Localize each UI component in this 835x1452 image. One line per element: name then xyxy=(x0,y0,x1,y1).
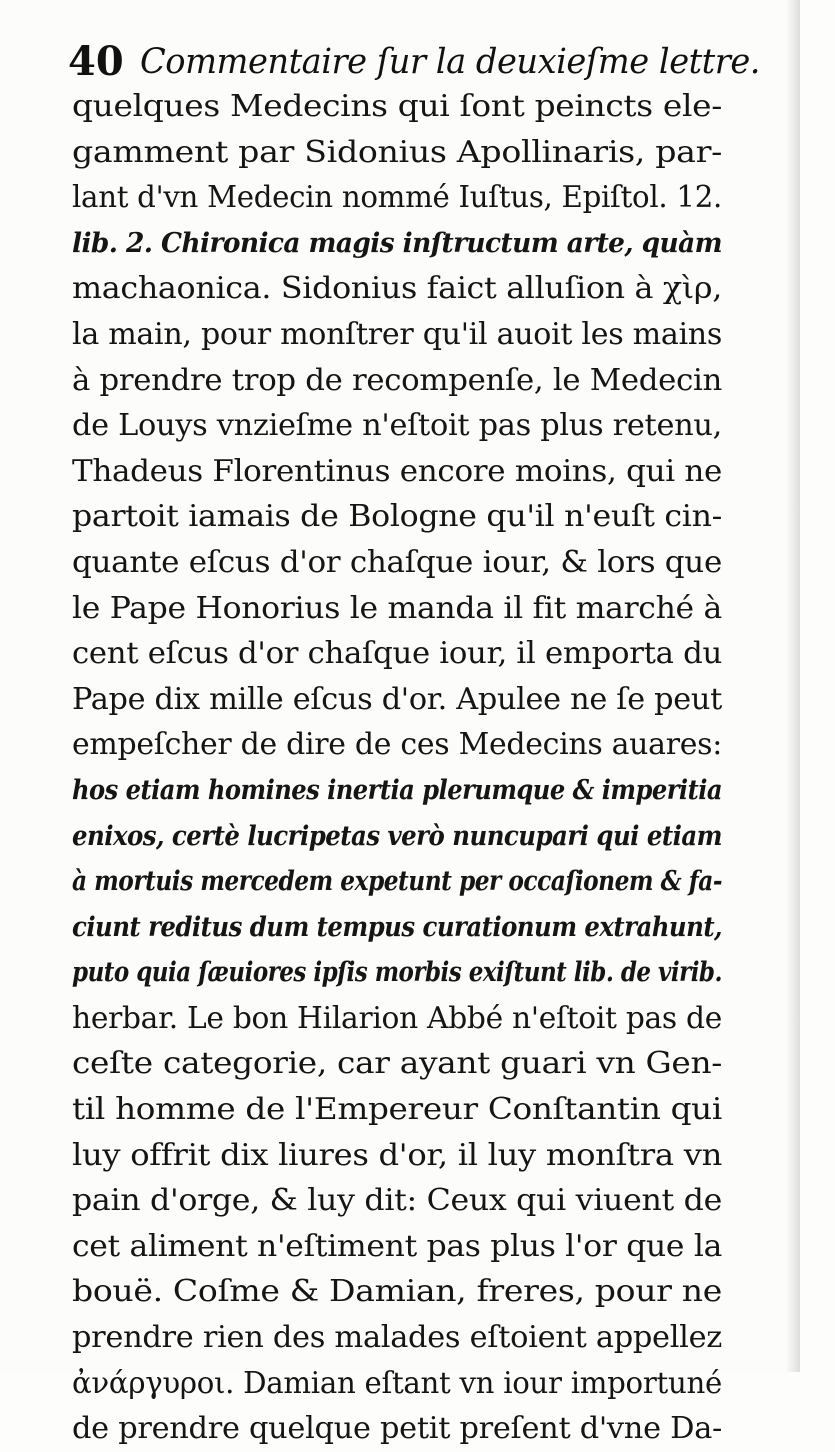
text-line: pain d'orge, & luy dit: Ceux qui viuent de xyxy=(72,1183,722,1219)
text-line: de prendre quelque petit preſent d'vne Da- xyxy=(72,1411,722,1447)
text-line: cent eſcus d'or chaſque iour, il emporta du xyxy=(72,636,722,672)
text-line-italic: à mortuis mercedem expetunt per occaſionem & fa- xyxy=(72,866,722,898)
text-line: de Louys vnzieſme n'eſtoit pas plus retenu, xyxy=(72,408,722,444)
text-line: empeſcher de dire de ces Medecins auares: xyxy=(72,727,722,763)
body-text xyxy=(72,84,722,1452)
text-line: luy offrit dix liures d'or, il luy monſtra vn xyxy=(72,1137,722,1173)
text-line: til homme de l'Empereur Conſtantin qui xyxy=(72,1092,722,1128)
text-line: bouë. Coſme & Damian, freres, pour ne xyxy=(72,1274,723,1310)
text-line: quelques Medecins qui ſont peincts ele- xyxy=(72,89,722,124)
page-number: 40 xyxy=(68,38,124,85)
text-line: cet aliment n'eſtiment pas plus l'or que la xyxy=(72,1228,723,1264)
text-line-italic: enixos, certè lucripetas verò nuncupari qui etiam xyxy=(72,820,722,852)
text-line: Pape dix mille eſcus d'or. Apulee ne ſe peut xyxy=(72,681,722,717)
text-line: à prendre trop de recompenſe, le Medecin xyxy=(72,362,723,398)
text-line: partoit iamais de Bologne qu'il n'euſt cin- xyxy=(72,499,722,535)
text-line-italic: lib. 2. Chironica magis inſtructum arte, quàm xyxy=(72,227,722,259)
text-line: ceſte categorie, car ayant guari vn Gen- xyxy=(72,1046,722,1082)
text-line-italic: puto quia ſæuiores ipſis morbis exiſtunt lib. de virib. xyxy=(72,957,722,989)
text-line-italic: hos etiam homines inertia plerumque & imperitia xyxy=(72,774,722,806)
text-line: Thadeus Florentinus encore moins, qui ne xyxy=(72,453,722,489)
text-line: gamment par Sidonius Apollinaris, par- xyxy=(72,134,722,170)
text-line: machaonica. Sidonius faict alluſion à χὶρ, xyxy=(72,271,722,307)
running-head: Commentaire ſur la deuxieſme lettre. xyxy=(140,42,760,82)
text-line: lant d'vn Medecin nommé Iuſtus, Epiſtol. 12. xyxy=(72,180,722,216)
text-line: quante eſcus d'or chaſque iour, & lors que xyxy=(72,544,722,580)
text-line: le Pape Honorius le manda il fit marché à xyxy=(72,590,722,626)
text-line: la main, pour monſtrer qu'il auoit les mains xyxy=(72,316,722,352)
text-line-italic: ciunt reditus dum tempus curationum extrahunt, xyxy=(72,911,722,943)
text-line: ἀνάργυροι. Damian eſtant vn iour importuné xyxy=(72,1365,722,1401)
page-edge-shadow xyxy=(786,0,800,1372)
text-line: herbar. Le bon Hilarion Abbé n'eſtoit pas de xyxy=(72,1000,722,1036)
page-header xyxy=(68,34,768,90)
text-line: prendre rien des malades eſtoient appellez xyxy=(72,1320,722,1356)
